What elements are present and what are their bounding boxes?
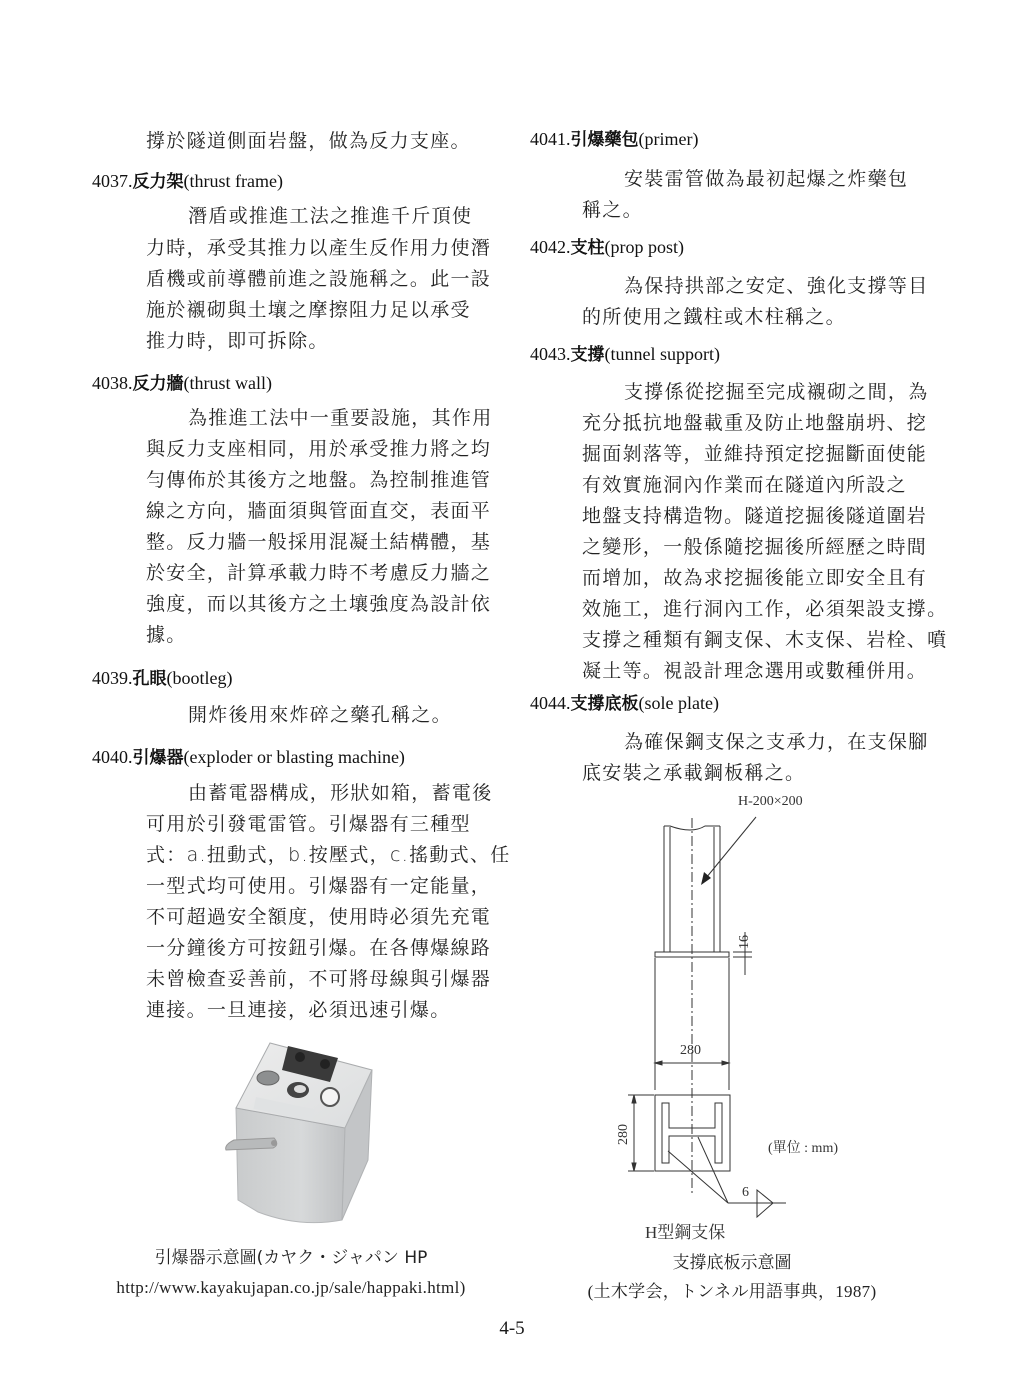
sole-plate-caption-line1: 支撐底板示意圖 — [672, 1253, 792, 1273]
entry-text-line: 盾機或前導體前進之設施稱之。此一設 — [146, 268, 492, 290]
entry-text-line: 有效實施洞內作業而在隧道內所設之 — [582, 474, 907, 496]
entry-text-line: 勻傳佈於其後方之地盤。為控制推進管 — [146, 469, 492, 491]
entry-term-zh: 孔眼 — [132, 669, 167, 689]
entry-text-line: 開炸後用來炸碎之藥孔稱之。 — [188, 704, 452, 726]
h-section-plan — [662, 1103, 722, 1163]
entry-text-line: 強度，而以其後方之土壤強度為設計依 — [146, 593, 492, 615]
push-button — [257, 1071, 279, 1085]
device-body — [236, 1108, 345, 1223]
entry-text-line: 效施工，進行洞內工作，必須架設支撐。 — [582, 598, 948, 620]
device-top-panel — [236, 1043, 372, 1128]
entry-text-line: 為保持拱部之安定、強化支撐等目 — [624, 275, 929, 297]
entry-term-en: (prop post) — [604, 237, 684, 257]
entry-text-line: 稱之。 — [582, 199, 643, 221]
entry-text-line: 於安全，計算承載力時不考慮反力牆之 — [146, 562, 492, 584]
entry-term-zh: 支撐底板 — [570, 694, 639, 714]
base-plate-plan — [655, 1095, 730, 1171]
entry-text-line: 支撐之種類有鋼支保、木支保、岩栓、噴 — [582, 629, 948, 651]
entry-text-line: 潛盾或推進工法之推進千斤頂使 — [188, 205, 473, 227]
section-label: H-200×200 — [738, 794, 803, 809]
entry-heading-4042 — [530, 236, 684, 259]
page-number: 4-5 — [499, 1318, 525, 1339]
entry-term-zh: 支柱 — [570, 238, 605, 258]
weld-size-label: 6 — [742, 1185, 749, 1200]
entry-term-en: (primer) — [638, 129, 699, 149]
entry-heading-4038 — [92, 372, 272, 395]
entry-number: 4044. — [530, 693, 571, 713]
entry-term-zh: 反力牆 — [132, 374, 184, 394]
exploder-caption-line1: 引爆器示意圖(カヤク・ジャパン HP — [154, 1248, 428, 1268]
entry-text-line: 底安裝之承載鋼板稱之。 — [582, 762, 806, 784]
plate-thickness-label: 16 — [737, 935, 752, 949]
entry-heading-4039 — [92, 667, 232, 690]
member-label: H型鋼支保 — [645, 1223, 726, 1242]
entry-text-line: 整。反力牆一般採用混凝土結構體，基 — [146, 531, 492, 553]
entry-heading-4043 — [530, 343, 720, 366]
entry-text-line: 凝土等。視設計理念選用或數種併用。 — [582, 660, 928, 682]
continuation-text: 撐於隧道側面岩盤，做為反力支座。 — [146, 130, 471, 152]
entry-text-line: 一分鐘後方可按鈕引爆。在各傳爆線路 — [146, 937, 492, 959]
entry-text-line: 可用於引發電雷管。引爆器有三種型 — [146, 813, 471, 835]
weld-leader — [668, 1151, 728, 1203]
weld-leader — [698, 1137, 728, 1203]
entry-term-zh: 支撐 — [570, 345, 605, 365]
entry-number: 4039. — [92, 668, 133, 688]
sole-plate-caption-line2: (土木学会，トンネル用語事典，1987) — [587, 1282, 877, 1301]
entry-number: 4037. — [92, 171, 133, 191]
entry-text-line: 支撐係從挖掘至完成襯砌之間，為 — [624, 381, 929, 403]
entry-term-en: (tunnel support) — [604, 344, 720, 364]
entry-term-en: (thrust wall) — [183, 373, 272, 393]
entry-number: 4040. — [92, 747, 133, 767]
entry-text-line: 線之方向，牆面須與管面直交，表面平 — [146, 500, 492, 522]
entry-heading-4037 — [92, 170, 283, 193]
entry-text-line: 未曾檢查妥善前，不可將母線與引爆器 — [146, 968, 492, 990]
exploder-caption-line2: http://www.kayakujapan.co.jp/sale/happaki.html) — [116, 1278, 466, 1297]
entry-text-line: 不可超過安全額度，使用時必須先充電 — [146, 906, 492, 928]
entry-text-line: 而增加，故為求挖掘後能立即安全且有 — [582, 567, 928, 589]
plate-height-label: 280 — [616, 1124, 631, 1145]
units-note: (單位 : mm) — [768, 1141, 838, 1156]
fillet-weld-symbol — [757, 1190, 773, 1217]
entry-number: 4043. — [530, 344, 571, 364]
indicator-dial — [321, 1088, 339, 1106]
break-line — [664, 826, 720, 830]
entry-text-line: 的所使用之鐵柱或木柱稱之。 — [582, 306, 846, 328]
entry-text-line: 力時，承受其推力以產生反作用力使潛 — [146, 237, 492, 259]
entry-text-line: 與反力支座相同，用於承受推力將之均 — [146, 438, 492, 460]
entry-text-line: 推力時，即可拆除。 — [146, 330, 329, 352]
entry-term-zh: 引爆器 — [132, 748, 184, 768]
entry-heading-4044 — [530, 692, 719, 715]
entry-number: 4041. — [530, 129, 571, 149]
entry-term-zh: 反力架 — [132, 172, 184, 192]
base-plate-elevation — [655, 952, 729, 957]
terminal-knob — [320, 1059, 330, 1069]
entry-text-line: 式：a.扭動式，b.按壓式，c.搖動式、任 — [146, 844, 511, 866]
section-leader-arrowhead — [701, 872, 711, 885]
terminal-block — [282, 1046, 338, 1082]
entry-heading-4041 — [530, 128, 698, 151]
entry-text-line: 施於襯砌與土壤之摩擦阻力足以承受 — [146, 299, 471, 321]
entry-text-line: 安裝雷管做為最初起爆之炸藥包 — [624, 168, 909, 190]
entry-text-line: 地盤支持構造物。隧道挖掘後隧道圍岩 — [582, 505, 928, 527]
entry-number: 4038. — [92, 373, 133, 393]
entry-text-line: 掘面剝落等，並維持預定挖掘斷面使能 — [582, 443, 928, 465]
entry-term-en: (bootleg) — [166, 668, 233, 688]
key-socket — [287, 1082, 309, 1098]
plate-width-label: 280 — [680, 1043, 701, 1058]
entry-text-line: 由蓄電器構成，形狀如箱，蓄電後 — [188, 782, 493, 804]
entry-term-zh: 引爆藥包 — [570, 130, 639, 150]
entry-text-line: 連接。一旦連接，必須迅速引爆。 — [146, 999, 451, 1021]
entry-term-en: (sole plate) — [638, 693, 719, 713]
entry-text-line: 為推進工法中一重要設施，其作用 — [188, 407, 493, 429]
entry-text-line: 之變形，一般係隨挖掘後所經歷之時間 — [582, 536, 928, 558]
entry-text-line: 一型式均可使用。引爆器有一定能量， — [146, 875, 492, 897]
section-leader — [706, 817, 756, 878]
entry-heading-4040 — [92, 746, 405, 769]
terminal-knob — [295, 1052, 305, 1062]
entry-text-line: 據。 — [146, 624, 187, 646]
entry-text-line: 充分抵抗地盤載重及防止地盤崩坍、挖 — [582, 412, 928, 434]
entry-text-line: 為確保鋼支保之支承力，在支保腳 — [624, 731, 929, 753]
entry-term-en: (thrust frame) — [183, 171, 283, 191]
entry-term-en: (exploder or blasting machine) — [183, 747, 405, 767]
entry-number: 4042. — [530, 237, 571, 257]
carry-handle — [226, 1138, 277, 1150]
